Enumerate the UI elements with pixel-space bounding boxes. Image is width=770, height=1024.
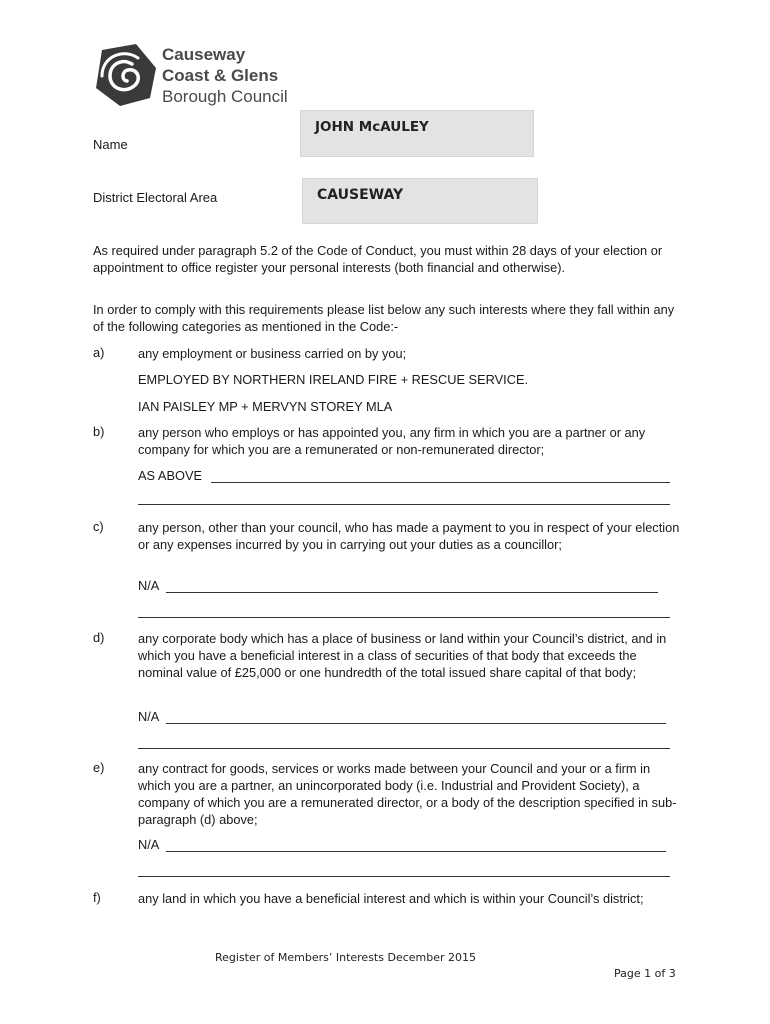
answer-line-b-1[interactable]: [211, 482, 670, 483]
answer-c-1[interactable]: N/A: [138, 578, 160, 593]
item-letter-c: c): [93, 519, 104, 534]
intro-paragraph-2: In order to comply with this requirements please list below any such interests where they fall within any of the following categories as mentioned in the Code:-: [93, 302, 675, 334]
district-area-label: District Electoral Area: [93, 190, 218, 205]
item-text-d: any corporate body which has a place of business or land within your Council’s district, and in which you have a beneficial interest in a class of securities of that body that exceeds the nominal value of £25,000 or one hundredth of the total issued share capital of that body;: [138, 631, 667, 680]
answer-d-1[interactable]: N/A: [138, 709, 160, 724]
answer-a-2[interactable]: IAN PAISLEY MP + MERVYN STOREY MLA: [138, 399, 393, 414]
answer-line-e-1[interactable]: [166, 851, 666, 852]
answer-line-d-1[interactable]: [166, 723, 666, 724]
logo-line-1: Causeway: [162, 45, 246, 64]
council-name: [162, 44, 288, 107]
item-text-f: any land in which you have a beneficial interest and which is within your Council’s district;: [138, 891, 644, 906]
answer-line-b-2[interactable]: [138, 504, 670, 505]
name-field[interactable]: JOHN McAULEY: [300, 110, 534, 157]
item-letter-e: e): [93, 760, 105, 775]
logo-line-3: Borough Council: [162, 87, 288, 106]
intro-paragraph-1: As required under paragraph 5.2 of the Code of Conduct, you must within 28 days of your election or appointment to office register your personal interests (both financial and otherwise).: [93, 243, 663, 275]
item-letter-d: d): [93, 630, 105, 645]
answer-e-1[interactable]: N/A: [138, 837, 160, 852]
answer-line-d-2[interactable]: [138, 748, 670, 749]
item-text-b: any person who employs or has appointed you, any firm in which you are a partner or any company for which you are a remunerated or non-remunerated director;: [138, 425, 646, 457]
name-label: Name: [93, 137, 128, 152]
page-number: Page 1 of 3: [614, 967, 676, 980]
answer-line-c-2[interactable]: [138, 617, 670, 618]
answer-line-e-2[interactable]: [138, 876, 670, 877]
item-text-c: any person, other than your council, who has made a payment to you in respect of your election or any expenses incurred by you in carrying out your duties as a councillor;: [138, 520, 680, 552]
item-letter-b: b): [93, 424, 105, 439]
footer-title: Register of Members’ Interests December 2015: [215, 951, 477, 964]
item-letter-a: a): [93, 345, 105, 360]
answer-a-1[interactable]: EMPLOYED BY NORTHERN IRELAND FIRE + RESCUE SERVICE.: [138, 372, 529, 387]
answer-b-1[interactable]: AS ABOVE: [138, 468, 203, 483]
district-area-field[interactable]: CAUSEWAY: [302, 178, 538, 224]
logo-line-2: Coast & Glens: [162, 66, 279, 85]
item-text-a: any employment or business carried on by you;: [138, 346, 407, 361]
council-logo: [92, 42, 322, 112]
council-logo-icon: [92, 42, 158, 108]
item-letter-f: f): [93, 890, 101, 905]
item-text-e: any contract for goods, services or works made between your Council and your or a firm in which you are a partner, an unincorporated body (i.e. Industrial and Provident Society), a company of which you are a remunerated director, or a body of the description specified in sub-paragraph (d) above;: [138, 761, 677, 827]
answer-line-c-1[interactable]: [166, 592, 658, 593]
